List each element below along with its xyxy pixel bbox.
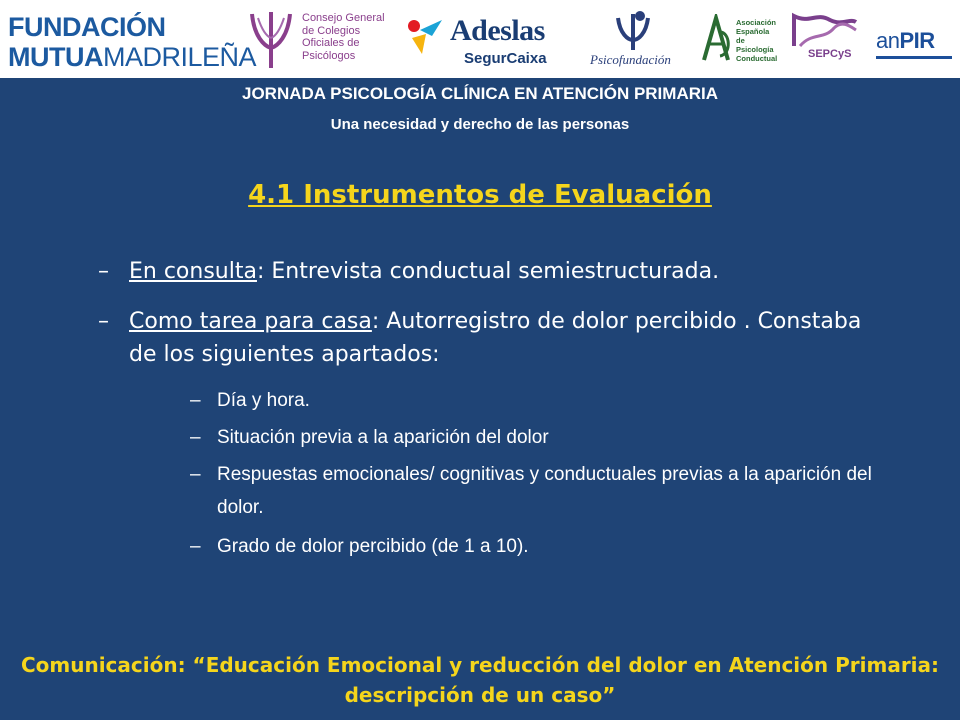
anpir-logo bbox=[874, 6, 956, 72]
anpir-logo-text bbox=[876, 28, 935, 54]
psi-emblem-icon bbox=[244, 8, 298, 72]
logo-bar bbox=[0, 0, 960, 78]
aepc-logo bbox=[700, 6, 780, 72]
bullet-dash: – bbox=[98, 259, 109, 284]
psicofundacion-emblem-icon bbox=[610, 8, 656, 52]
header-title: JORNADA PSICOLOGÍA CLÍNICA EN ATENCIÓN PRIMARIA bbox=[241, 84, 718, 103]
anpir-logo-pir: PIR bbox=[899, 28, 935, 53]
header-subtitle: Una necesidad y derecho de las personas bbox=[330, 116, 630, 133]
anpir-logo-an: an bbox=[876, 28, 900, 53]
bullet-lead: Como tarea para casa bbox=[129, 309, 372, 334]
fmm-logo-bold: MUTUA bbox=[8, 42, 103, 72]
fundacion-mutua-madrilena-logo bbox=[8, 6, 257, 72]
sub-bullet-text: Situación previa a la aparición del dolor bbox=[217, 427, 549, 448]
bullet-rest: : Autorregistro de dolor percibido . Constaba de los siguientes apartados: bbox=[129, 309, 862, 367]
fmm-logo-line2 bbox=[8, 42, 256, 73]
adeslas-name: Adeslas bbox=[450, 14, 545, 47]
sub-bullet-dash: – bbox=[190, 464, 201, 485]
aepc-emblem-icon bbox=[700, 14, 734, 64]
bullet-item bbox=[98, 255, 878, 288]
adeslas-sub: SegurCaixa bbox=[464, 50, 547, 67]
section-title bbox=[0, 180, 960, 210]
aepc-logo-text: Asociación Española de Psicología Conductual bbox=[736, 18, 778, 63]
sepcys-name: SEPCyS bbox=[808, 48, 852, 60]
adeslas-segurcaixa-logo bbox=[402, 6, 572, 72]
anpir-underline bbox=[876, 56, 952, 59]
bullet-text bbox=[129, 305, 879, 371]
fmm-logo-rest: MADRILEÑA bbox=[102, 42, 257, 72]
bullet-rest: : Entrevista conductual semiestructurada. bbox=[256, 259, 720, 284]
psicofundacion-logo bbox=[588, 6, 678, 72]
cgcop-logo-text: Consejo General de Colegios Oficiales de Psicólogos bbox=[302, 12, 385, 62]
bullet-lead: En consulta bbox=[129, 259, 257, 284]
sub-bullet-dash: – bbox=[190, 390, 201, 411]
sub-bullet-text: Día y hora. bbox=[217, 390, 310, 411]
sepcys-emblem-icon bbox=[790, 10, 860, 50]
sub-bullet-dash: – bbox=[190, 427, 201, 448]
sub-bullet-text: Respuestas emocionales/ cognitivas y conductuales previas a la aparición del dolor. bbox=[217, 464, 872, 518]
caixa-star-icon bbox=[402, 16, 448, 56]
bullet-item bbox=[98, 305, 878, 371]
sepcys-logo bbox=[788, 6, 868, 72]
bullet-text bbox=[129, 255, 879, 288]
consejo-general-psicologos-logo bbox=[244, 6, 384, 72]
section-title-text: 4.1 Instrumentos de Evaluación bbox=[248, 180, 712, 210]
fmm-logo-line1: FUNDACIÓN bbox=[8, 12, 166, 42]
psicofundacion-name: Psicofundación bbox=[590, 52, 671, 67]
footer-text: Comunicación: “Educación Emocional y reducción del dolor en Atención Primaria: descripción de un caso” bbox=[20, 653, 940, 707]
sub-bullet-dash: – bbox=[190, 536, 201, 557]
sub-bullet-text: Grado de dolor percibido (de 1 a 10). bbox=[217, 536, 529, 557]
bullet-dash: – bbox=[98, 309, 109, 334]
